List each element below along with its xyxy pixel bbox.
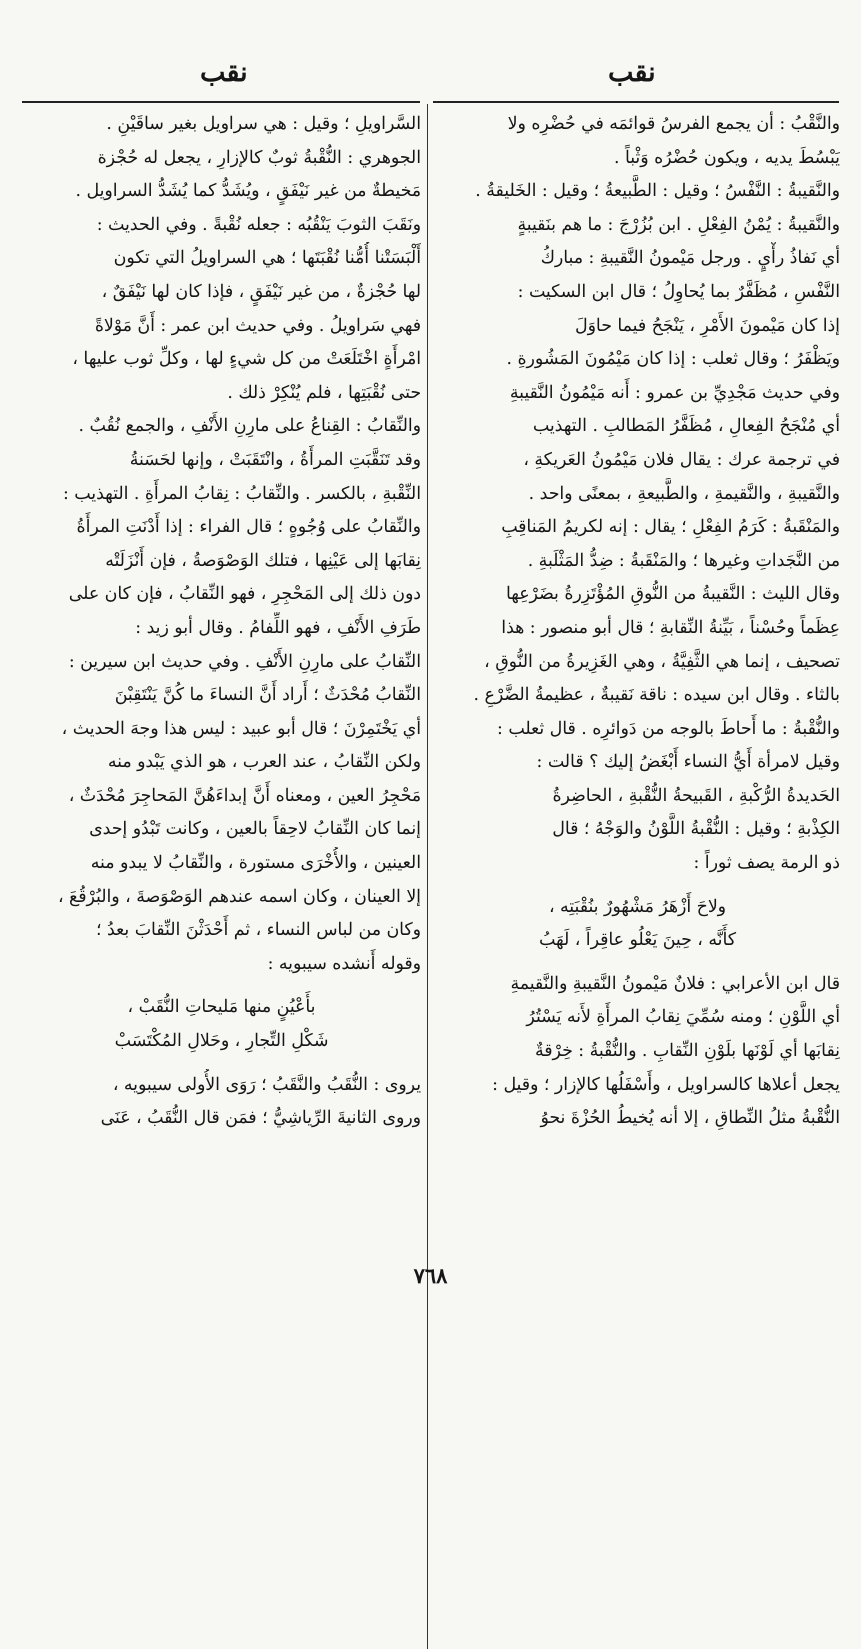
text-line: أي نَفاذُ رأْيٍ . ورجل مَيْمونُ النَّقيبةِ : مباركُ [540, 248, 840, 269]
text-line: أي مُنْجَحُ الفِعالِ ، مُظَفَّرُ المَطالبِ . التهذيب [532, 416, 840, 437]
text-line: ويَظْفَرُ ؛ وقال ثعلب : إذا كان مَيْمُونَ المَشُورةِ . [506, 349, 840, 370]
text-column-right [435, 108, 840, 1136]
text-line: في ترجمة عرك : يقال فلان مَيْمُونُ العَريكةِ ، [523, 449, 840, 470]
text-line: وقال الليث : النَّقيبةُ من النُّوقِ المُؤْتَزِرةُ بضَرْعِها [505, 584, 840, 605]
text-line: والنُّقْبةُ : ما أَحاطَ بالوجه من دَوائرِه . قال ثعلب : [497, 718, 840, 739]
text-line: النُّقْبةُ مثلُ النِّطاقِ ، إلا أنه يُخيطُ الحُزْةَ نحوُ [540, 1108, 840, 1129]
text-line: النِّقْبةِ ، بالكسر . والنِّقابُ : نِقابُ المرأَةِ . التهذيب : [62, 483, 421, 504]
text-line: وقد تَنَقَّبَتِ المرأَةُ ، وانْتَقَبَتْ ، وإنها لحَسَنةُ [129, 449, 421, 470]
text-line: يروى : النُّقَبُ والنَّقَبُ ؛ رَوَى الأُولى سيبويه ، [112, 1074, 421, 1095]
text-line: مَحْجِرُ العين ، ومعناه أَنَّ إبداءَهُنَّ المَحاجِرَ مُحْدَثٌ ، [68, 785, 421, 806]
text-line: الجوهري : النُّقْبةُ ثوبٌ كالإزارِ ، يجعل له حُجْزة [97, 147, 421, 168]
text-line: طَرَفِ الأَنْفِ ، فهو اللِّفامُ . وقال أبو زيد : [135, 617, 421, 638]
text-line: السَّراويلِ ؛ وقيل : هي سراويل بغير ساقَيْنِ . [106, 114, 421, 134]
text-line: تصحيف ، إنما هي الثَّفِيَّةُ ، وهي الغَزِيرةُ من النُّوقِ ، [484, 651, 840, 672]
verse-spacer [435, 881, 840, 891]
text-line: لها حُجْزةٌ ، من غير نَيْفَقٍ ، فإذا كان لها نَيْفَقٌ ، [101, 281, 421, 302]
text-column-left [22, 108, 421, 1136]
verse-line: شَكْلِ التِّجارِ ، وحَلالِ المُكْتَسَبْ [114, 1031, 329, 1052]
text-line: والنَّقيبةُ : النَّفْسُ ؛ وقيل : الطَّبيعةُ ؛ وقيل : الخَليقةُ . [475, 181, 840, 202]
verse-spacer [22, 1059, 421, 1069]
text-line: والنِّقابُ على وُجُوهٍ ؛ قال الفراء : إذا أَدْنَتِ المرأَةُ [76, 517, 421, 538]
text-line: النِّقابُ مُحْدَثٌ ؛ أَراد أَنَّ النساءَ ما كُنَّ يَنْتَقِبْنَ [114, 685, 421, 706]
text-line: دون ذلك إلى المَحْجِرِ ، فهو النِّقابُ ، فإن كان على [68, 584, 421, 605]
text-line: حتى نُقْبَتِها ، فلم يُنْكِرْ ذلك . [227, 382, 421, 403]
header-rule-left [22, 101, 420, 103]
text-line: الكِذْبةِ ؛ وقيل : النُّقْبةُ اللَّوْنُ والوَجْهُ ؛ قال [552, 819, 840, 840]
text-line: والنَّقيبةِ ، والنَّقيمةِ ، والطَّبيعةِ ، بمعنًى واحد . [528, 483, 840, 504]
text-line: وقوله أَنشده سيبويه : [267, 953, 421, 974]
text-line: إلا العينان ، وكان اسمه عندهم الوَصْوَصةَ ، والبُرْقُعَ ، [57, 886, 421, 907]
verse-line: ولاحَ أَزْهَرُ مَشْهُورٌ بنُقْبَتِه ، [548, 896, 727, 917]
header-root-word-left: نقب [200, 57, 248, 88]
text-line: نِقابَها أي لَوْنَها بلَوْنِ النِّقابِ . والنُّقْبةُ : خِرْقةٌ [535, 1041, 840, 1062]
text-line: وكان من لباس النساء ، ثم أَحْدَثْنَ النِّقابَ بعدُ ؛ [96, 920, 421, 941]
text-line: ولكن النِّقابُ ، عند العرب ، هو الذي يَبْدو منه [107, 752, 421, 773]
text-line: فهي سَراويلُ . وفي حديث ابن عمر : أَنَّ مَوْلاةً [94, 315, 421, 336]
text-line: والنَّقيبةُ : يُمْنُ الفِعْلِ . ابن بُزُرْجَ : ما هم بنَقيبةٍ [517, 214, 840, 235]
text-line: إذا كان مَيْمونَ الأَمْرِ ، يَنْجَحُ فيما حاوَلَ [575, 315, 840, 336]
text-line: وفي حديث مَجْدِيِّ بن عمرو : أَنه مَيْمُونُ النَّقيبةِ [509, 382, 840, 403]
text-line: ذو الرمة يصف ثوراً : [693, 853, 840, 874]
text-line: الحَديدةُ الرُّكْبةِ ، القَبيحةُ النُّقْبةِ ، الحاضِرةُ [552, 785, 840, 806]
text-line: والنِّقابُ : القِناعُ على مارِنِ الأَنْفِ ، والجمع نُقُبٌ . [78, 416, 421, 437]
text-line: يجعل أعلاها كالسراويل ، وأَسْفَلُها كالإزار ؛ وقيل : [492, 1074, 840, 1095]
header-rule-right [433, 101, 839, 103]
verse-line: كأَنَّه ، حِينَ يَعْلُو عاقِراً ، لَهَبُ [539, 930, 736, 951]
text-line: أَلْبَسَتْنا أُمُّنا نُقْبَتَها ؛ هي السراويلُ التي تكون [113, 248, 421, 269]
verse-spacer [435, 958, 840, 968]
text-line: والنَّقْبُ : أن يجمع الفرسُ قوائمَه في حُضْرِه ولا [507, 114, 840, 134]
text-line: العينين ، والأُخْرَى مستورة ، والنِّقابُ لا يبدو منه [90, 853, 421, 874]
text-line: نِقابَها إلى عَيْنِها ، فتلك الوَصْوَصةُ ، فإن أَنْزَلَتْه [105, 550, 421, 571]
text-line: امْرأَةٍ اخْتَلَعَتْ من كل شيءٍ لها ، وكلِّ ثوب عليها ، [72, 349, 421, 370]
text-line: عِظَماً وحُسْناً ، بَيِّنةُ النِّقابةِ ؛ قال أبو منصور : هذا [501, 617, 840, 638]
text-line: يَبْسُطَ يديه ، ويكون حُضْرُه وَثْباً . [613, 147, 840, 168]
text-line: النِّقابُ على مارِنِ الأَنْفِ . وفي حديث ابن سيرين : [68, 651, 421, 672]
text-line: النَّفْسِ ، مُظَفَّرٌ بما يُحاوِلُ ؛ قال ابن السكيت : [517, 281, 840, 302]
text-line: وقيل لامرأة أَيُّ النساء أَبْغَضُ إليك ؟ قالت : [536, 752, 840, 773]
header-root-word-right: نقب [608, 57, 656, 88]
text-line: ونَقَبَ الثوبَ يَنْقُبُه : جعله نُقْبةً . وفي الحديث : [96, 214, 421, 235]
text-line: إنما كان النِّقابُ لاحِقاً بالعين ، وكانت تَبْدُو إحدى [89, 819, 421, 840]
page-number: ٧٦٨ [413, 1263, 448, 1288]
text-line: قال ابن الأعرابي : فلانٌ مَيْمونُ النَّقيبةِ والنَّقيمةِ [510, 973, 840, 994]
text-line: والمَنْقَبةُ : كَرَمُ الفِعْلِ ؛ يقال : إنه لكريمُ المَناقِبِ [501, 517, 840, 538]
text-line: أي اللَّوْنِ ؛ ومنه سُمِّيَ نِقابُ المرأَةِ لأَنه يَسْتُرُ [526, 1007, 840, 1028]
verse-line: بأَعْيُنٍ منها مَليحاتِ النُّقَبْ ، [127, 997, 316, 1018]
text-line: بالثاء . وقال ابن سيده : ناقة نَقيبةٌ ، عظيمةُ الضَّرْعِ . [473, 685, 840, 706]
column-divider [427, 104, 428, 1649]
text-line: وروى الثانيةَ الرِّياشِيُّ ؛ فمَن قال النُّقَبُ ، عَنَى [100, 1108, 421, 1129]
text-line: مَخيطةٌ من غير نَيْفَقٍ ، ويُشَدُّ كما يُشَدُّ السراويل . [75, 181, 421, 202]
text-line: من النَّجَداتِ وغيرها ؛ والمَنْقَبةُ : ضِدُّ المَثْلَبةِ . [527, 550, 840, 571]
verse-spacer [22, 981, 421, 991]
text-line: أي يَخْتَمِرْنَ ؛ قال أبو عبيد : ليس هذا وجهَ الحديث ، [61, 718, 421, 739]
